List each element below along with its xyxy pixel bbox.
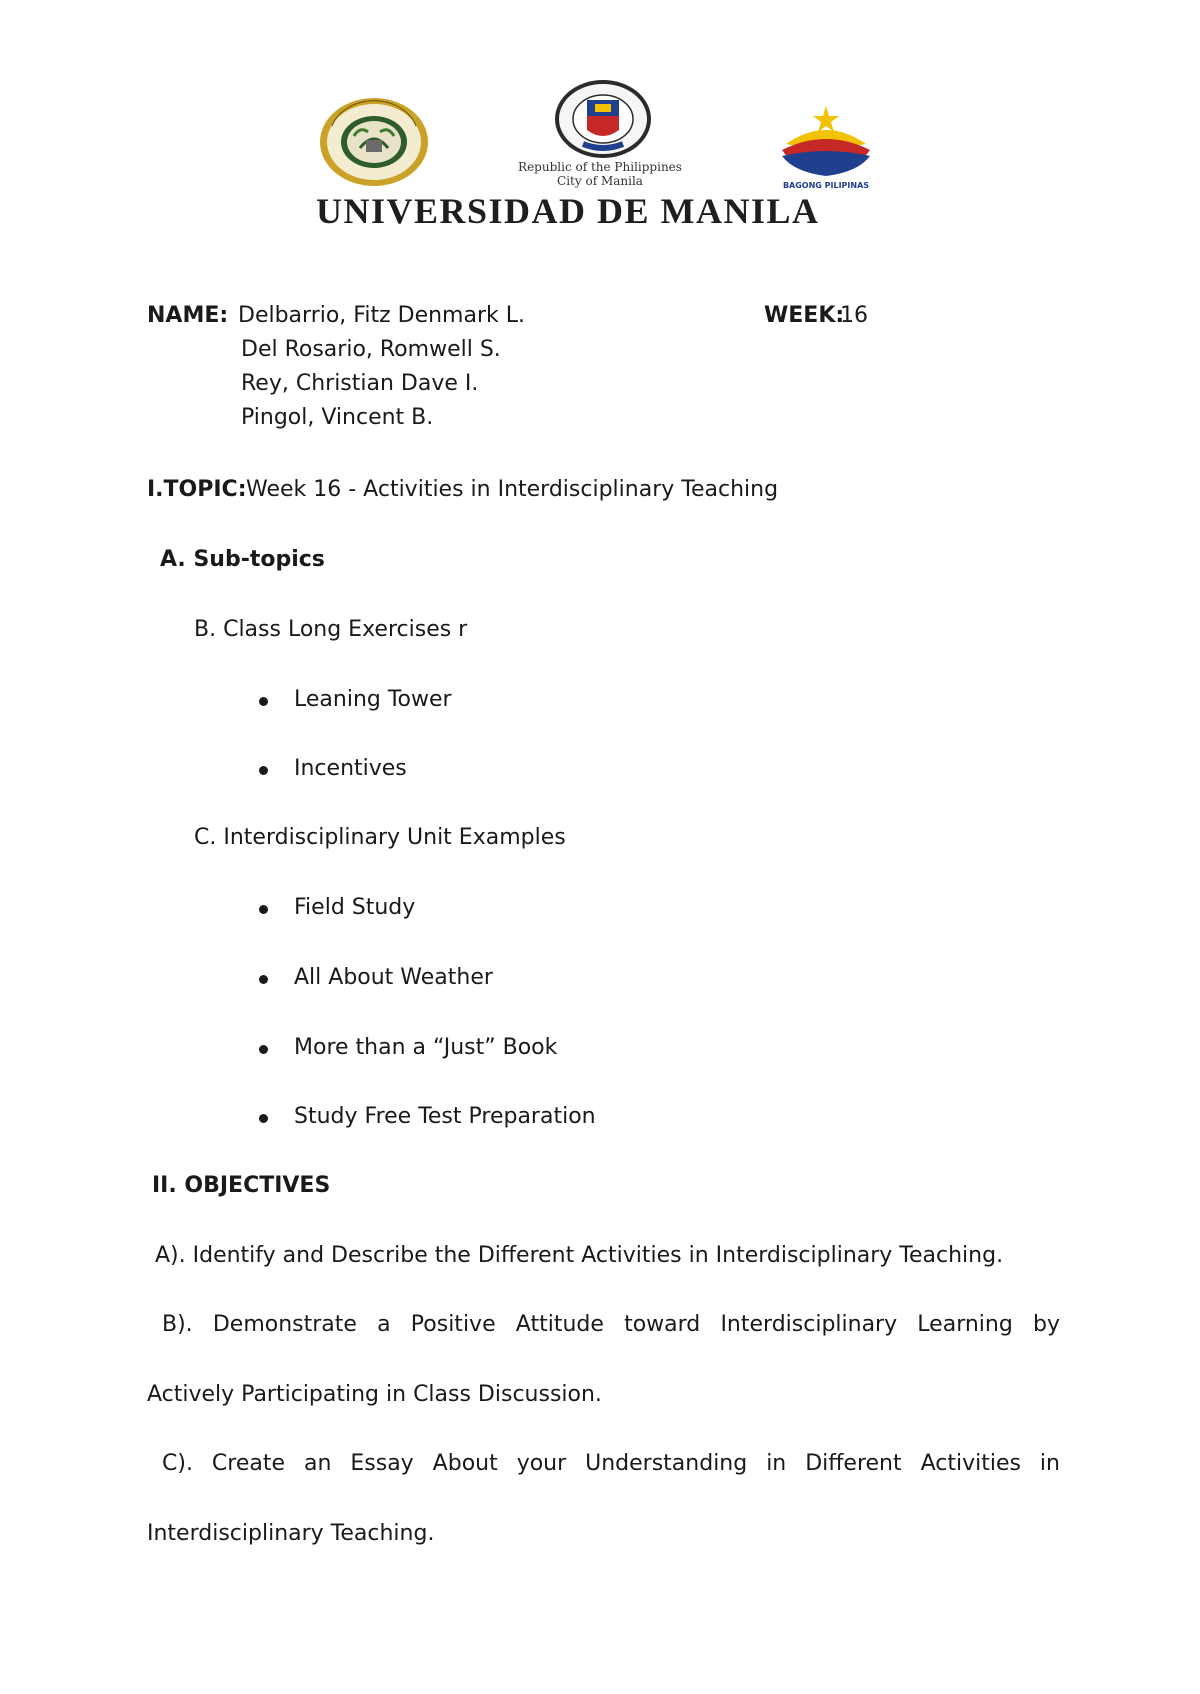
- objective-b-line2: Actively Participating in Class Discussion.: [147, 1382, 602, 1407]
- objectives-heading: II. OBJECTIVES: [152, 1173, 331, 1198]
- week-label: WEEK:: [764, 303, 845, 328]
- list-item: All About Weather: [294, 965, 493, 990]
- objective-b-line1: B). Demonstrate a Positive Attitude toward Interdisciplinary Learning by: [162, 1312, 1060, 1337]
- week-value: 16: [840, 303, 868, 328]
- bullet-icon: [259, 975, 268, 984]
- bagong-pilipinas-text: BAGONG PILIPINAS: [782, 181, 870, 190]
- city-of-manila-seal-icon: [553, 78, 653, 160]
- list-item: Study Free Test Preparation: [294, 1104, 596, 1129]
- bullet-icon: [259, 697, 268, 706]
- republic-line: Republic of the Philippines: [518, 160, 682, 174]
- bullet-icon: [259, 766, 268, 775]
- name-entry: Pingol, Vincent B.: [241, 405, 434, 430]
- objective-a: A). Identify and Describe the Different Activities in Interdisciplinary Teaching.: [155, 1243, 1004, 1268]
- name-entry: Rey, Christian Dave I.: [241, 371, 479, 396]
- list-item: Incentives: [294, 756, 407, 781]
- list-item: Field Study: [294, 895, 416, 920]
- bagong-pilipinas-logo-icon: [768, 100, 884, 192]
- bullet-icon: [259, 905, 268, 914]
- bullet-icon: [259, 1045, 268, 1054]
- subtopic-b-heading: B. Class Long Exercises r: [194, 617, 468, 642]
- objective-c-line1: C). Create an Essay About your Understanding in Different Activities in: [162, 1451, 1060, 1476]
- list-item: Leaning Tower: [294, 687, 452, 712]
- objective-c-line2: Interdisciplinary Teaching.: [147, 1521, 435, 1546]
- name-entry: Delbarrio, Fitz Denmark L.: [238, 303, 525, 328]
- subtopic-c-heading: C. Interdisciplinary Unit Examples: [194, 825, 566, 850]
- university-title: UNIVERSIDAD DE MANILA: [316, 191, 820, 231]
- name-label: NAME:: [147, 303, 229, 328]
- list-item: More than a “Just” Book: [294, 1035, 558, 1060]
- bullet-icon: [259, 1114, 268, 1123]
- city-line: City of Manila: [557, 174, 643, 188]
- name-entry: Del Rosario, Romwell S.: [241, 337, 501, 362]
- subtopics-heading: A. Sub-topics: [160, 547, 325, 572]
- topic-label: I.TOPIC:: [147, 477, 247, 502]
- universidad-de-manila-seal-icon: [318, 96, 430, 188]
- topic-value: Week 16 - Activities in Interdisciplinary Teaching: [246, 477, 779, 502]
